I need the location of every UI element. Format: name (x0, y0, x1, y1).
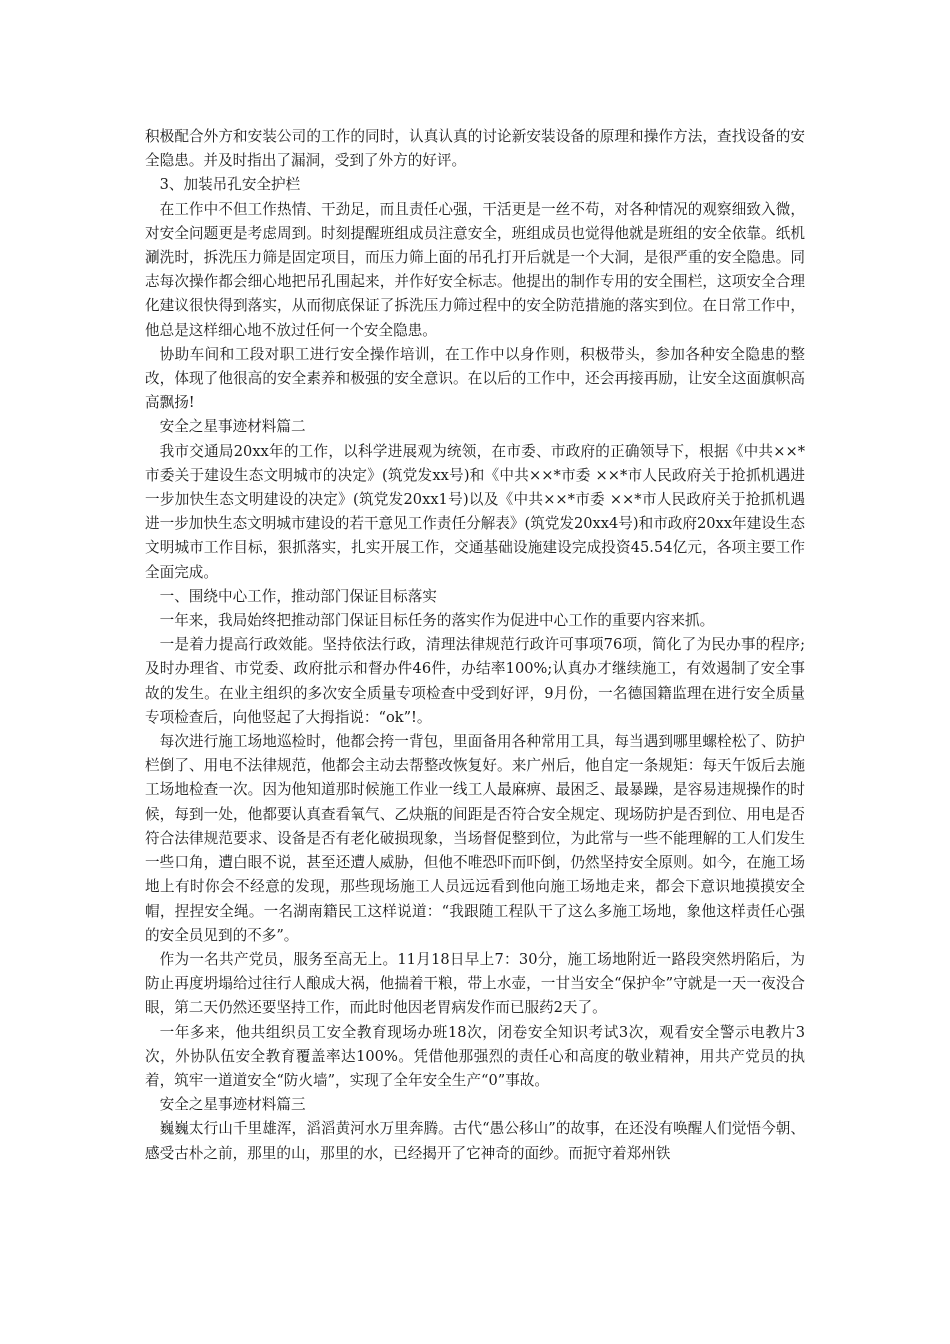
paragraph: 一是着力提高行政效能。坚持依法行政，清理法律规范行政许可事项76项，简化了为民办事的程序;及时办理省、市党委、政府批示和督办件46件，办结率100%;认真办才继续施工，有效遏制了安全事故的发生。在业主组织的多次安全质量专项检查中受到好评，9月份，一名德国籍监理在进行安全质量专项检查后，向他竖起了大拇指说：“ok”!。 (145, 636, 805, 726)
document-body (145, 125, 805, 1166)
article-heading-part-two: 安全之星事迹材料篇二 (159, 418, 306, 436)
section-heading-guardrail: 3、加装吊孔安全护栏 (159, 176, 301, 194)
paragraph: 我市交通局20xx年的工作，以科学进展观为统领，在市委、市政府的正确领导下，根据《中共××*市委关于建设生态文明城市的决定》(筑党发xx号)和《中共××*市委 ××*市人民政府关于抢抓机遇进一步加快生态文明建设的决定》(筑党发20xx1号)以及《中共××*市委 ××*市人民政府关于抢抓机遇进一步加快生态文明城市建设的若干意见工作责任分解表》(筑党发20xx4号)和市政府20xx年建设生态文明城市工作目标，狠抓落实，扎实开展工作，交通基础设施建设完成投资45.54亿元，各项主要工作全面完成。 (145, 442, 805, 581)
paragraph: 每次进行施工场地巡检时，他都会挎一背包，里面备用各种常用工具，每当遇到哪里螺栓松了、防护栏倒了、用电不法律规范，他都会主动去帮整改恢复好。来广州后，他自定一条规矩：每天午饭后去施工场地检查一次。因为他知道那时候施工作业一线工人最麻痹、最困乏、最暴躁，是容易违规操作的时候，每到一处，他都要认真查看氧气、乙炔瓶的间距是否符合安全规定、现场防护是否到位、用电是否符合法律规范要求、设备是否有老化破损现象，当场督促整到位，为此常与一些不能理解的工人们发生一些口角，遭白眼不说，甚至还遭人威胁，但他不唯恐吓而吓倒，仍然坚持安全原则。如今，在施工场地上有时你会不经意的发现，那些现场施工人员远远看到他向施工场地走来，都会下意识地摸摸安全帽，捏捏安全绳。一名湖南籍民工这样说道：“我跟随工程队干了这么多施工场地，象他这样责任心强的安全员见到的不多”。 (145, 733, 805, 944)
paragraph: 协助车间和工段对职工进行安全操作培训，在工作中以身作则，积极带头，参加各种安全隐患的整改，体现了他很高的安全素养和极强的安全意识。在以后的工作中，还会再接再励，让安全这面旗帜高高飘扬! (145, 345, 805, 412)
section-heading-center-work: 一、围绕中心工作，推动部门保证目标落实 (159, 587, 437, 605)
paragraph: 一年来，我局始终把推动部门保证目标任务的落实作为促进中心工作的重要内容来抓。 (159, 612, 715, 630)
paragraph: 一年多来，他共组织员工安全教育现场办班18次，闭卷安全知识考试3次，观看安全警示电教片3次，外协队伍安全教育覆盖率达100%。凭借他那强烈的责任心和高度的敬业精神，用共产党员的执着，筑牢一道道安全“防火墙”，实现了全年安全生产“0”事故。 (145, 1023, 805, 1089)
paragraph: 巍巍太行山千里雄浑，滔滔黄河水万里奔腾。古代“愚公移山”的故事，在还没有唤醒人们觉悟今朝、感受古朴之前，那里的山，那里的水，已经揭开了它神奇的面纱。而扼守着郑州铁 (145, 1120, 805, 1162)
paragraph: 在工作中不但工作热情、干劲足，而且责任心强，干活更是一丝不苟，对各种情况的观察细致入微，对安全问题更是考虑周到。时刻提醒班组成员注意安全，班组成员也觉得他就是班组的安全依靠。纸机涮洗时，拆洗压力筛是固定项目，而压力筛上面的吊孔打开后就是一个大洞，是很严重的安全隐患。同志每次操作都会细心地把吊孔围起来，并作好安全标志。他提出的制作专用的安全围栏，这项安全合理化建议很快得到落实，从而彻底保证了拆洗压力筛过程中的安全防范措施的落实到位。在日常工作中，他总是这样细心地不放过任何一个安全隐患。 (145, 200, 805, 339)
article-heading-part-three: 安全之星事迹材料篇三 (159, 1096, 306, 1114)
paragraph: 作为一名共产党员，服务至高无上。11月18日早上7：30分，施工场地附近一路段突然坍陷后，为防止再度坍塌给过往行人酿成大祸，他揣着干粮，带上水壶，一甘当安全“保护伞”守就是一天一夜没合眼，第二天仍然还要坚持工作，而此时他因老胃病发作而已服药2天了。 (145, 950, 805, 1017)
paragraph-continued: 积极配合外方和安装公司的工作的同时，认真认真的讨论新安装设备的原理和操作方法，查找设备的安全隐患。并及时指出了漏洞，受到了外方的好评。 (145, 128, 805, 170)
